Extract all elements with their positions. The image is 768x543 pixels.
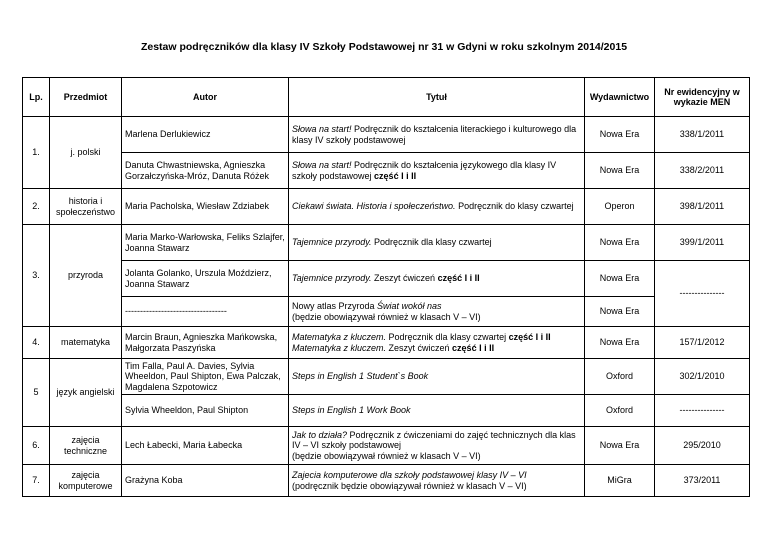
title-cell: Steps in English 1 Work Book: [289, 395, 585, 427]
reg-number-cell: 373/2011: [655, 465, 750, 497]
textbook-table: [22, 77, 750, 497]
publisher-cell: Oxford: [585, 395, 655, 427]
reg-number-cell: 302/1/2010: [655, 359, 750, 395]
row-number: 4.: [23, 327, 50, 359]
row-number: 6.: [23, 427, 50, 465]
table-row: [23, 153, 750, 189]
header-subject: Przedmiot: [50, 78, 122, 117]
author-cell: Sylvia Wheeldon, Paul Shipton: [122, 395, 289, 427]
row-number: 7.: [23, 465, 50, 497]
author-cell: Marlena Derlukiewicz: [122, 117, 289, 153]
author-cell: Lech Łabecki, Maria Łabecka: [122, 427, 289, 465]
author-cell: ----------------------------------: [122, 297, 289, 327]
reg-number-cell: 398/1/2011: [655, 189, 750, 225]
subject-cell: zajęcia techniczne: [50, 427, 122, 465]
table-row: [23, 261, 750, 297]
title-cell: Ciekawi świata. Historia i społeczeństwo. Podręcznik do klasy czwartej: [289, 189, 585, 225]
publisher-cell: MiGra: [585, 465, 655, 497]
title-cell: Tajemnice przyrody. Zeszyt ćwiczeń część I i II: [289, 261, 585, 297]
reg-number-cell: 399/1/2011: [655, 225, 750, 261]
publisher-cell: Nowa Era: [585, 153, 655, 189]
row-number: 3.: [23, 225, 50, 327]
publisher-cell: Oxford: [585, 359, 655, 395]
publisher-cell: Nowa Era: [585, 117, 655, 153]
author-cell: Danuta Chwastniewska, Agnieszka Gorzałczyńska-Mróz, Danuta Różek: [122, 153, 289, 189]
subject-cell: przyroda: [50, 225, 122, 327]
publisher-cell: Operon: [585, 189, 655, 225]
publisher-cell: Nowa Era: [585, 327, 655, 359]
title-cell: Zajecia komputerowe dla szkoły podstawowej klasy IV – VI (podręcznik będzie obowiązywał również w klasach V – VI): [289, 465, 585, 497]
header-author: Autor: [122, 78, 289, 117]
subject-cell: historia i społeczeństwo: [50, 189, 122, 225]
header-reg-number: Nr ewidencyjny w wykazie MEN: [655, 78, 750, 117]
title-cell: Tajemnice przyrody. Podręcznik dla klasy czwartej: [289, 225, 585, 261]
title-cell: Jak to działa? Podręcznik z ćwiczeniami do zajęć technicznych dla klas IV – VI szkoły podstawowej (będzie obowiązywał również w klasach V – VI): [289, 427, 585, 465]
row-number: 5: [23, 359, 50, 427]
subject-cell: matematyka: [50, 327, 122, 359]
publisher-cell: Nowa Era: [585, 427, 655, 465]
author-cell: Tim Falla, Paul A. Davies, Sylvia Wheeldon, Paul Shipton, Ewa Palczak, Magdalena Szpotowicz: [122, 359, 289, 395]
row-number: 1.: [23, 117, 50, 189]
author-cell: Maria Marko-Warłowska, Feliks Szlajfer, Joanna Stawarz: [122, 225, 289, 261]
reg-number-cell: ---------------: [655, 395, 750, 427]
author-cell: Maria Pacholska, Wiesław Zdziabek: [122, 189, 289, 225]
publisher-cell: Nowa Era: [585, 225, 655, 261]
publisher-cell: Nowa Era: [585, 261, 655, 297]
row-number: 2.: [23, 189, 50, 225]
table-row: [23, 359, 750, 395]
header-publisher: Wydawnictwo: [585, 78, 655, 117]
title-cell: Słowa na start! Podręcznik do kształcenia językowego dla klasy IV szkoły podstawowej część I i II: [289, 153, 585, 189]
table-row: [23, 297, 750, 327]
reg-number-cell: 338/1/2011: [655, 117, 750, 153]
reg-number-cell: 338/2/2011: [655, 153, 750, 189]
reg-number-cell: 157/1/2012: [655, 327, 750, 359]
title-cell: Słowa na start! Podręcznik do kształcenia literackiego i kulturowego dla klasy IV szkoły podstawowej: [289, 117, 585, 153]
subject-cell: zajęcia komputerowe: [50, 465, 122, 497]
author-cell: Grażyna Koba: [122, 465, 289, 497]
title-cell: Nowy atlas Przyroda Świat wokół nas (będzie obowiązywał również w klasach V – VI): [289, 297, 585, 327]
reg-number-cell: ---------------: [655, 261, 750, 327]
author-cell: Marcin Braun, Agnieszka Mańkowska, Małgorzata Paszyńska: [122, 327, 289, 359]
header-lp: Lp.: [23, 78, 50, 117]
subject-cell: j. polski: [50, 117, 122, 189]
publisher-cell: Nowa Era: [585, 297, 655, 327]
table-header-row: [23, 78, 750, 117]
author-cell: Jolanta Golanko, Urszula Moździerz, Joanna Stawarz: [122, 261, 289, 297]
table-row: [23, 189, 750, 225]
header-title: Tytuł: [289, 78, 585, 117]
page-title: Zestaw podręczników dla klasy IV Szkoły Podstawowej nr 31 w Gdyni w roku szkolnym 2014/2015: [140, 41, 628, 53]
title-cell: Matematyka z kluczem. Podręcznik dla klasy czwartej część I i II Matematyka z kluczem. Zeszyt ćwiczeń część I i II: [289, 327, 585, 359]
table-row: [23, 117, 750, 153]
title-cell: Steps in English 1 Student`s Book: [289, 359, 585, 395]
table-row: [23, 225, 750, 261]
reg-number-cell: 295/2010: [655, 427, 750, 465]
table-row: [23, 427, 750, 465]
table-row: [23, 395, 750, 427]
table-row: [23, 465, 750, 497]
table-row: [23, 327, 750, 359]
subject-cell: język angielski: [50, 359, 122, 427]
